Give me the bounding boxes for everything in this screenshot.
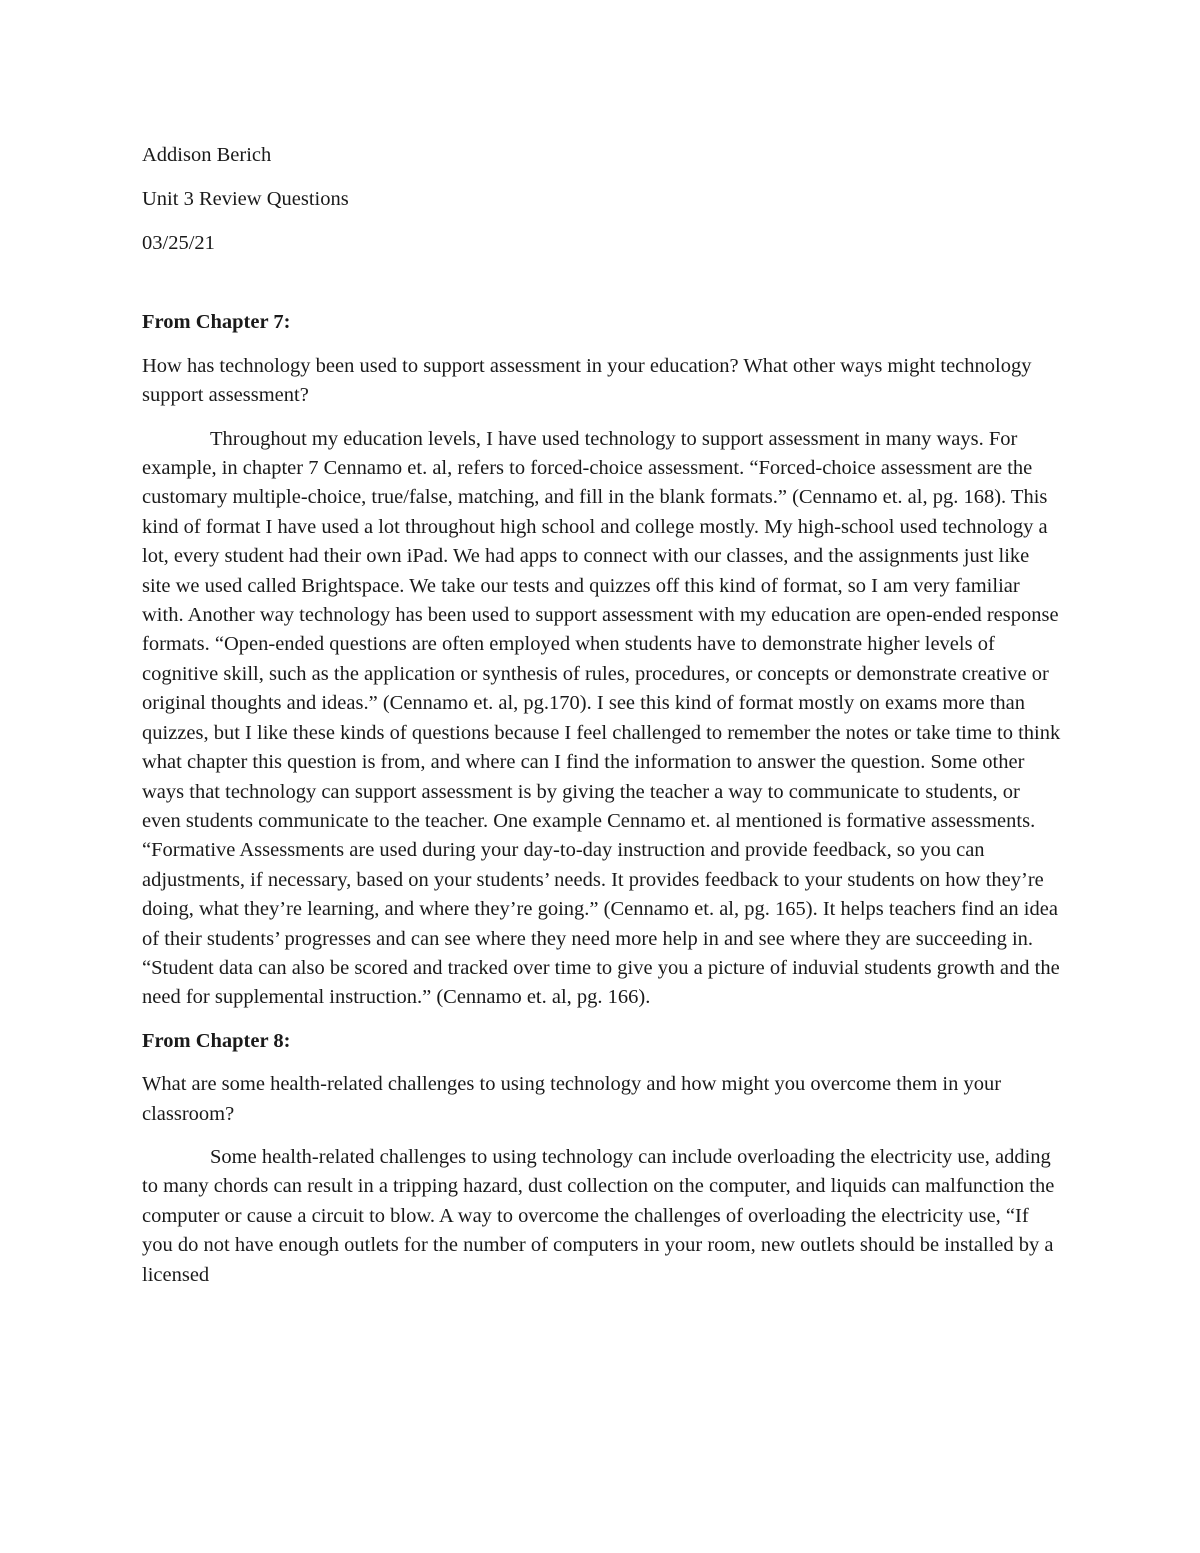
document-date: 03/25/21: [142, 232, 215, 254]
section-heading-chapter-7: From Chapter 7:: [142, 311, 291, 334]
document-body: [142, 141, 1062, 1290]
author-name: Addison Berich: [142, 144, 272, 166]
answer-chapter-8: Some health-related challenges to using technology can include overloading the electricity use, adding to many chords can result in a tripping hazard, dust collection on the computer, and liquids can malfunction the computer or cause a circuit to blow. A way to overcome the challenges of overloading the electricity use, “If you do not have enough outlets for the number of computers in your room, new outlets should be installed by a licensed: [142, 1145, 1055, 1286]
document-title: Unit 3 Review Questions: [142, 188, 349, 210]
question-chapter-7: How has technology been used to support assessment in your education? What other ways might technology support assessment?: [142, 354, 1032, 407]
section-heading-chapter-8: From Chapter 8:: [142, 1029, 291, 1052]
question-chapter-8: What are some health-related challenges to using technology and how might you overcome them in your classroom?: [142, 1073, 1002, 1125]
answer-chapter-7: Throughout my education levels, I have used technology to support assessment in many ways. For example, in chapter 7 Cennamo et. al, refers to forced-choice assessment. “Forced-choice assessment are the customary multiple-choice, true/false, matching, and fill in the blank formats.” (Cennamo et. al, pg. 168). This kind of format I have used a lot throughout high school and college mostly. My high-school used technology a lot, every student had their own iPad. We had apps to connect with our classes, and the assignments just like site we used called Brightspace. We take our tests and quizzes off this kind of format, so I am very familiar with. Another way technology has been used to support assessment with my education are open-ended response formats. “Open-ended questions are often employed when students have to demonstrate higher levels of cognitive skill, such as the application or synthesis of rules, procedures, or concepts or demonstrate creative or original thoughts and ideas.” (Cennamo et. al, pg.170). I see this kind of format mostly on exams more than quizzes, but I like these kinds of questions because I feel challenged to remember the notes or take time to think what chapter this question is from, and where can I find the information to answer the question. Some other ways that technology can support assessment is by giving the teacher a way to communicate to students, or even students communicate to the teacher. One example Cennamo et. al mentioned is formative assessments. “Formative Assessments are used during your day-to-day instruction and provide feedback, so you can adjustments, if necessary, based on your students’ needs. It provides feedback to your students on how they’re doing, what they’re learning, and where they’re going.” (Cennamo et. al, pg. 165). It helps teachers find an idea of their students’ progresses and can see where they need more help in and see where they are succeeding in. “Student data can also be scored and tracked over time to give you a picture of induvial students growth and the need for supplemental instruction.” (Cennamo et. al, pg. 166).: [142, 427, 1061, 1009]
